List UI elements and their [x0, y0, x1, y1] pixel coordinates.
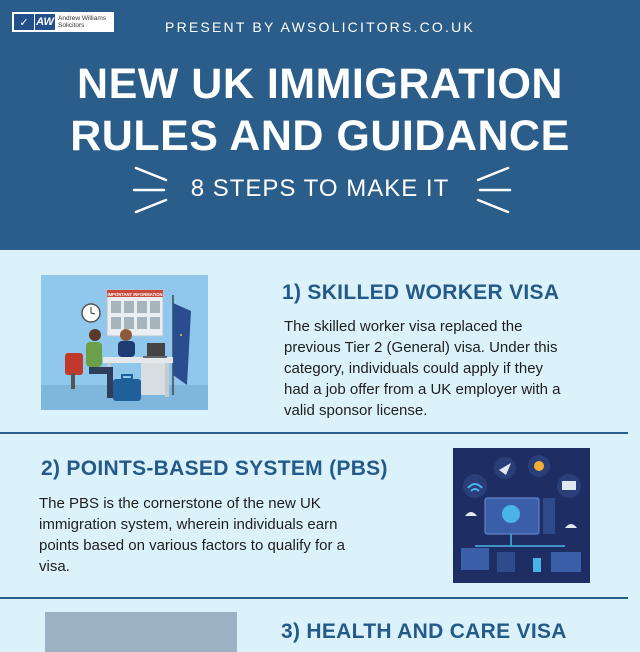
section1-line2: previous Tier 2 (General) visa. Under this	[284, 339, 558, 356]
logo-check-icon: ✓	[14, 14, 34, 30]
network-illustration	[453, 448, 590, 583]
section-divider	[0, 597, 628, 599]
section1-line5: valid sponsor license.	[284, 402, 428, 419]
logo-line2: Solicitors	[58, 22, 85, 29]
header-banner	[0, 0, 640, 250]
section-divider	[0, 432, 628, 434]
section1-line4: had a job offer from a UK employer with a	[284, 381, 561, 398]
section1-line1: The skilled worker visa replaced the	[284, 318, 523, 335]
section1-heading: 1) SKILLED WORKER VISA	[282, 281, 560, 304]
section2-body	[39, 493, 439, 577]
title-line1: NEW UK IMMIGRATION	[77, 60, 563, 108]
section2-line1: The PBS is the cornerstone of the new UK	[39, 495, 321, 512]
subtitle: 8 STEPS TO MAKE IT	[190, 175, 450, 202]
presenter-line: PRESENT BY AWSOLICITORS.CO.UK	[165, 19, 475, 35]
section3-heading: 3) HEALTH AND CARE VISA	[281, 620, 567, 643]
office-illustration	[41, 275, 208, 410]
title-line2: RULES AND GUIDANCE	[70, 112, 570, 160]
section2-line4: visa.	[39, 558, 70, 575]
section2-line2: immigration system, wherein individuals earn	[39, 516, 338, 533]
sparkle-right-icon	[472, 160, 512, 220]
logo-mark: AW	[36, 16, 54, 28]
page-title	[0, 58, 640, 162]
section1-line3: category, individuals could apply if they	[284, 360, 544, 377]
section2-heading: 2) POINTS-BASED SYSTEM (PBS)	[41, 457, 388, 480]
section2-line3: points based on various factors to qualify for a	[39, 537, 346, 554]
health-care-illustration	[45, 612, 237, 652]
section1-body	[284, 316, 629, 421]
sign-text: IMPORTANT INFORMATION	[107, 292, 163, 297]
logo-line1: Andrew Williams	[58, 15, 107, 22]
